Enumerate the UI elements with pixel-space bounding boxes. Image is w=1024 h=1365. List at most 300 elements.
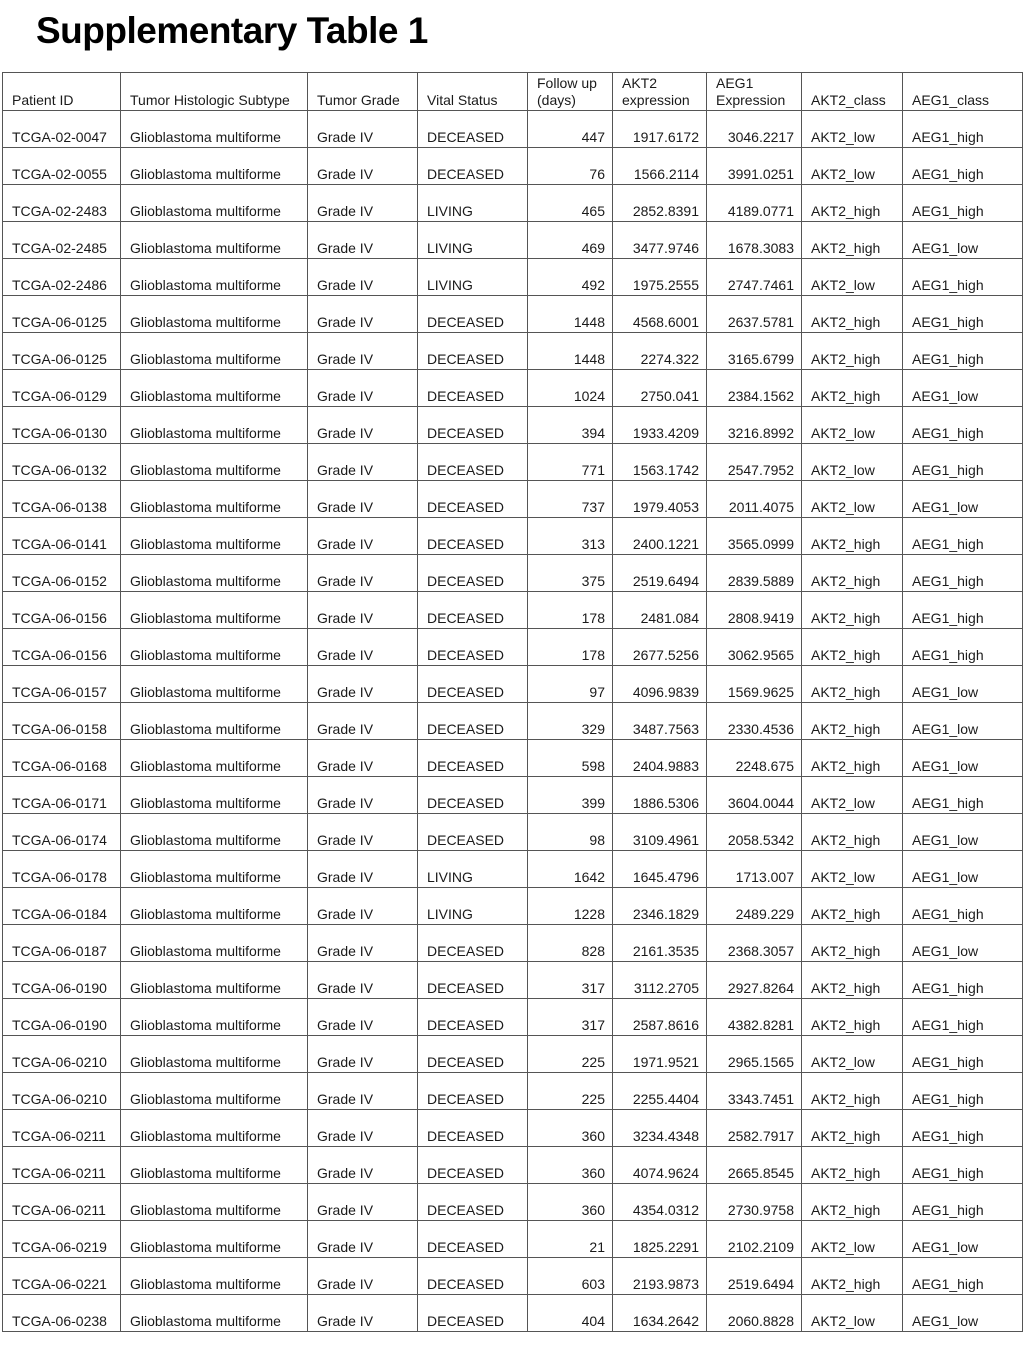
vital-status-cell: DECEASED	[418, 148, 528, 185]
follow-up-days-cell: 1228	[528, 888, 613, 925]
akt2-expression-cell: 1975.2555	[613, 259, 707, 296]
aeg1-class-cell: AEG1_high	[903, 962, 1023, 999]
tumor-grade-cell: Grade IV	[308, 481, 418, 518]
histologic-subtype-cell: Glioblastoma multiforme	[121, 740, 308, 777]
aeg1-expression-cell: 3604.0044	[707, 777, 802, 814]
table-row	[3, 777, 1023, 814]
tumor-grade-cell: Grade IV	[308, 703, 418, 740]
follow-up-days-cell: 76	[528, 148, 613, 185]
table-row	[3, 111, 1023, 148]
aeg1-class-cell: AEG1_low	[903, 222, 1023, 259]
column-header-aeg1-expression: AEG1 Expression	[707, 73, 802, 111]
table-row	[3, 1110, 1023, 1147]
vital-status-cell: DECEASED	[418, 592, 528, 629]
akt2-expression-cell: 3109.4961	[613, 814, 707, 851]
histologic-subtype-cell: Glioblastoma multiforme	[121, 148, 308, 185]
table-row	[3, 555, 1023, 592]
aeg1-class-cell: AEG1_high	[903, 1110, 1023, 1147]
akt2-class-cell: AKT2_low	[802, 148, 903, 185]
patient-id-cell: TCGA-06-0138	[3, 481, 121, 518]
histologic-subtype-cell: Glioblastoma multiforme	[121, 1036, 308, 1073]
akt2-class-cell: AKT2_high	[802, 925, 903, 962]
patient-id-cell: TCGA-02-0047	[3, 111, 121, 148]
table-row	[3, 629, 1023, 666]
akt2-class-cell: AKT2_high	[802, 1258, 903, 1295]
aeg1-class-cell: AEG1_low	[903, 925, 1023, 962]
table-row	[3, 259, 1023, 296]
follow-up-days-cell: 598	[528, 740, 613, 777]
histologic-subtype-cell: Glioblastoma multiforme	[121, 444, 308, 481]
vital-status-cell: LIVING	[418, 222, 528, 259]
akt2-class-cell: AKT2_high	[802, 1073, 903, 1110]
table-row	[3, 481, 1023, 518]
akt2-expression-cell: 1645.4796	[613, 851, 707, 888]
patient-id-cell: TCGA-02-2485	[3, 222, 121, 259]
histologic-subtype-cell: Glioblastoma multiforme	[121, 999, 308, 1036]
aeg1-expression-cell: 2808.9419	[707, 592, 802, 629]
tumor-grade-cell: Grade IV	[308, 259, 418, 296]
akt2-class-cell: AKT2_high	[802, 1110, 903, 1147]
patient-id-cell: TCGA-06-0211	[3, 1147, 121, 1184]
histologic-subtype-cell: Glioblastoma multiforme	[121, 814, 308, 851]
aeg1-class-cell: AEG1_high	[903, 629, 1023, 666]
patient-id-cell: TCGA-06-0190	[3, 962, 121, 999]
aeg1-class-cell: AEG1_high	[903, 518, 1023, 555]
tumor-grade-cell: Grade IV	[308, 407, 418, 444]
follow-up-days-cell: 360	[528, 1184, 613, 1221]
aeg1-expression-cell: 2058.5342	[707, 814, 802, 851]
vital-status-cell: LIVING	[418, 185, 528, 222]
aeg1-expression-cell: 3062.9565	[707, 629, 802, 666]
table-row	[3, 1258, 1023, 1295]
akt2-expression-cell: 3234.4348	[613, 1110, 707, 1147]
akt2-expression-cell: 2255.4404	[613, 1073, 707, 1110]
histologic-subtype-cell: Glioblastoma multiforme	[121, 888, 308, 925]
patient-id-cell: TCGA-02-0055	[3, 148, 121, 185]
follow-up-days-cell: 225	[528, 1073, 613, 1110]
akt2-class-cell: AKT2_high	[802, 222, 903, 259]
follow-up-days-cell: 469	[528, 222, 613, 259]
aeg1-class-cell: AEG1_low	[903, 814, 1023, 851]
aeg1-class-cell: AEG1_high	[903, 185, 1023, 222]
aeg1-expression-cell: 2665.8545	[707, 1147, 802, 1184]
patient-id-cell: TCGA-06-0157	[3, 666, 121, 703]
aeg1-expression-cell: 2102.2109	[707, 1221, 802, 1258]
histologic-subtype-cell: Glioblastoma multiforme	[121, 370, 308, 407]
vital-status-cell: LIVING	[418, 259, 528, 296]
column-header-tumor-histologic-subtype: Tumor Histologic Subtype	[121, 73, 308, 111]
tumor-grade-cell: Grade IV	[308, 222, 418, 259]
vital-status-cell: DECEASED	[418, 1295, 528, 1332]
tumor-grade-cell: Grade IV	[308, 185, 418, 222]
aeg1-class-cell: AEG1_high	[903, 407, 1023, 444]
aeg1-class-cell: AEG1_high	[903, 333, 1023, 370]
aeg1-expression-cell: 3565.0999	[707, 518, 802, 555]
tumor-grade-cell: Grade IV	[308, 555, 418, 592]
tumor-grade-cell: Grade IV	[308, 1036, 418, 1073]
tumor-grade-cell: Grade IV	[308, 1110, 418, 1147]
table-row	[3, 222, 1023, 259]
akt2-expression-cell: 2750.041	[613, 370, 707, 407]
header-row	[3, 73, 1023, 111]
akt2-class-cell: AKT2_high	[802, 1184, 903, 1221]
akt2-expression-cell: 2519.6494	[613, 555, 707, 592]
column-header-vital-status: Vital Status	[418, 73, 528, 111]
table-row	[3, 962, 1023, 999]
histologic-subtype-cell: Glioblastoma multiforme	[121, 666, 308, 703]
patient-id-cell: TCGA-02-2483	[3, 185, 121, 222]
tumor-grade-cell: Grade IV	[308, 1258, 418, 1295]
page-title: Supplementary Table 1	[36, 10, 428, 51]
aeg1-expression-cell: 2368.3057	[707, 925, 802, 962]
akt2-expression-cell: 4096.9839	[613, 666, 707, 703]
tumor-grade-cell: Grade IV	[308, 888, 418, 925]
akt2-class-cell: AKT2_low	[802, 851, 903, 888]
histologic-subtype-cell: Glioblastoma multiforme	[121, 1221, 308, 1258]
table-row	[3, 851, 1023, 888]
aeg1-expression-cell: 1569.9625	[707, 666, 802, 703]
tumor-grade-cell: Grade IV	[308, 333, 418, 370]
aeg1-expression-cell: 2927.8264	[707, 962, 802, 999]
table-row	[3, 407, 1023, 444]
patient-id-cell: TCGA-06-0171	[3, 777, 121, 814]
aeg1-class-cell: AEG1_low	[903, 370, 1023, 407]
table-row	[3, 1147, 1023, 1184]
follow-up-days-cell: 394	[528, 407, 613, 444]
aeg1-expression-cell: 2330.4536	[707, 703, 802, 740]
follow-up-days-cell: 1642	[528, 851, 613, 888]
histologic-subtype-cell: Glioblastoma multiforme	[121, 777, 308, 814]
akt2-expression-cell: 1634.2642	[613, 1295, 707, 1332]
table-row	[3, 1184, 1023, 1221]
tumor-grade-cell: Grade IV	[308, 777, 418, 814]
follow-up-days-cell: 313	[528, 518, 613, 555]
follow-up-days-cell: 1448	[528, 296, 613, 333]
column-header-follow-up-days: Follow up (days)	[528, 73, 613, 111]
akt2-expression-cell: 2161.3535	[613, 925, 707, 962]
histologic-subtype-cell: Glioblastoma multiforme	[121, 259, 308, 296]
histologic-subtype-cell: Glioblastoma multiforme	[121, 333, 308, 370]
aeg1-class-cell: AEG1_high	[903, 259, 1023, 296]
akt2-expression-cell: 1979.4053	[613, 481, 707, 518]
histologic-subtype-cell: Glioblastoma multiforme	[121, 592, 308, 629]
tumor-grade-cell: Grade IV	[308, 296, 418, 333]
akt2-expression-cell: 4354.0312	[613, 1184, 707, 1221]
patient-id-cell: TCGA-06-0156	[3, 629, 121, 666]
akt2-class-cell: AKT2_high	[802, 592, 903, 629]
follow-up-days-cell: 329	[528, 703, 613, 740]
aeg1-expression-cell: 3216.8992	[707, 407, 802, 444]
histologic-subtype-cell: Glioblastoma multiforme	[121, 703, 308, 740]
follow-up-days-cell: 404	[528, 1295, 613, 1332]
follow-up-days-cell: 492	[528, 259, 613, 296]
tumor-grade-cell: Grade IV	[308, 1221, 418, 1258]
patient-id-cell: TCGA-06-0178	[3, 851, 121, 888]
aeg1-class-cell: AEG1_high	[903, 148, 1023, 185]
follow-up-days-cell: 771	[528, 444, 613, 481]
follow-up-days-cell: 225	[528, 1036, 613, 1073]
aeg1-expression-cell: 2582.7917	[707, 1110, 802, 1147]
histologic-subtype-cell: Glioblastoma multiforme	[121, 629, 308, 666]
aeg1-expression-cell: 2248.675	[707, 740, 802, 777]
patient-id-cell: TCGA-02-2486	[3, 259, 121, 296]
vital-status-cell: DECEASED	[418, 1221, 528, 1258]
follow-up-days-cell: 317	[528, 962, 613, 999]
vital-status-cell: DECEASED	[418, 370, 528, 407]
akt2-class-cell: AKT2_low	[802, 481, 903, 518]
follow-up-days-cell: 360	[528, 1147, 613, 1184]
akt2-class-cell: AKT2_low	[802, 1036, 903, 1073]
column-header-aeg1-class: AEG1_class	[903, 73, 1023, 111]
histologic-subtype-cell: Glioblastoma multiforme	[121, 518, 308, 555]
table-row	[3, 666, 1023, 703]
follow-up-days-cell: 178	[528, 629, 613, 666]
tumor-grade-cell: Grade IV	[308, 1147, 418, 1184]
aeg1-expression-cell: 2839.5889	[707, 555, 802, 592]
vital-status-cell: DECEASED	[418, 629, 528, 666]
patient-id-cell: TCGA-06-0211	[3, 1110, 121, 1147]
tumor-grade-cell: Grade IV	[308, 111, 418, 148]
akt2-class-cell: AKT2_high	[802, 370, 903, 407]
column-header-patient-id: Patient ID	[3, 73, 121, 111]
vital-status-cell: DECEASED	[418, 1073, 528, 1110]
aeg1-expression-cell: 2384.1562	[707, 370, 802, 407]
vital-status-cell: DECEASED	[418, 962, 528, 999]
aeg1-expression-cell: 2011.4075	[707, 481, 802, 518]
vital-status-cell: DECEASED	[418, 296, 528, 333]
vital-status-cell: DECEASED	[418, 666, 528, 703]
table-row	[3, 814, 1023, 851]
tumor-grade-cell: Grade IV	[308, 925, 418, 962]
akt2-class-cell: AKT2_high	[802, 629, 903, 666]
vital-status-cell: LIVING	[418, 888, 528, 925]
akt2-expression-cell: 2400.1221	[613, 518, 707, 555]
tumor-grade-cell: Grade IV	[308, 999, 418, 1036]
table-row	[3, 148, 1023, 185]
akt2-class-cell: AKT2_low	[802, 444, 903, 481]
patient-id-cell: TCGA-06-0190	[3, 999, 121, 1036]
table-row	[3, 1221, 1023, 1258]
aeg1-expression-cell: 2519.6494	[707, 1258, 802, 1295]
akt2-class-cell: AKT2_high	[802, 814, 903, 851]
aeg1-expression-cell: 3343.7451	[707, 1073, 802, 1110]
akt2-expression-cell: 2677.5256	[613, 629, 707, 666]
table-row	[3, 888, 1023, 925]
follow-up-days-cell: 21	[528, 1221, 613, 1258]
table-row	[3, 333, 1023, 370]
aeg1-class-cell: AEG1_low	[903, 1221, 1023, 1258]
aeg1-expression-cell: 2060.8828	[707, 1295, 802, 1332]
histologic-subtype-cell: Glioblastoma multiforme	[121, 1073, 308, 1110]
patient-id-cell: TCGA-06-0152	[3, 555, 121, 592]
histologic-subtype-cell: Glioblastoma multiforme	[121, 407, 308, 444]
table-row	[3, 370, 1023, 407]
akt2-class-cell: AKT2_high	[802, 703, 903, 740]
histologic-subtype-cell: Glioblastoma multiforme	[121, 296, 308, 333]
aeg1-expression-cell: 2489.229	[707, 888, 802, 925]
table-row	[3, 1073, 1023, 1110]
akt2-expression-cell: 4074.9624	[613, 1147, 707, 1184]
aeg1-expression-cell: 3165.6799	[707, 333, 802, 370]
akt2-class-cell: AKT2_high	[802, 999, 903, 1036]
aeg1-class-cell: AEG1_low	[903, 851, 1023, 888]
aeg1-class-cell: AEG1_high	[903, 1147, 1023, 1184]
aeg1-class-cell: AEG1_high	[903, 296, 1023, 333]
vital-status-cell: DECEASED	[418, 740, 528, 777]
aeg1-class-cell: AEG1_high	[903, 1258, 1023, 1295]
follow-up-days-cell: 447	[528, 111, 613, 148]
follow-up-days-cell: 375	[528, 555, 613, 592]
table-row	[3, 518, 1023, 555]
table-row	[3, 703, 1023, 740]
vital-status-cell: DECEASED	[418, 703, 528, 740]
aeg1-class-cell: AEG1_high	[903, 888, 1023, 925]
patient-id-cell: TCGA-06-0125	[3, 296, 121, 333]
aeg1-class-cell: AEG1_low	[903, 740, 1023, 777]
aeg1-class-cell: AEG1_high	[903, 999, 1023, 1036]
follow-up-days-cell: 178	[528, 592, 613, 629]
patient-id-cell: TCGA-06-0221	[3, 1258, 121, 1295]
tumor-grade-cell: Grade IV	[308, 148, 418, 185]
aeg1-class-cell: AEG1_low	[903, 1295, 1023, 1332]
histologic-subtype-cell: Glioblastoma multiforme	[121, 925, 308, 962]
aeg1-class-cell: AEG1_high	[903, 592, 1023, 629]
aeg1-expression-cell: 2965.1565	[707, 1036, 802, 1073]
histologic-subtype-cell: Glioblastoma multiforme	[121, 1295, 308, 1332]
histologic-subtype-cell: Glioblastoma multiforme	[121, 555, 308, 592]
vital-status-cell: DECEASED	[418, 1036, 528, 1073]
akt2-expression-cell: 4568.6001	[613, 296, 707, 333]
aeg1-expression-cell: 2730.9758	[707, 1184, 802, 1221]
follow-up-days-cell: 317	[528, 999, 613, 1036]
akt2-class-cell: AKT2_high	[802, 296, 903, 333]
table-row	[3, 999, 1023, 1036]
histologic-subtype-cell: Glioblastoma multiforme	[121, 962, 308, 999]
aeg1-expression-cell: 4189.0771	[707, 185, 802, 222]
follow-up-days-cell: 1448	[528, 333, 613, 370]
aeg1-expression-cell: 2547.7952	[707, 444, 802, 481]
akt2-class-cell: AKT2_high	[802, 740, 903, 777]
akt2-expression-cell: 2193.9873	[613, 1258, 707, 1295]
tumor-grade-cell: Grade IV	[308, 370, 418, 407]
akt2-expression-cell: 2587.8616	[613, 999, 707, 1036]
vital-status-cell: DECEASED	[418, 777, 528, 814]
supplementary-table	[2, 72, 1023, 1332]
tumor-grade-cell: Grade IV	[308, 1295, 418, 1332]
akt2-class-cell: AKT2_high	[802, 518, 903, 555]
patient-id-cell: TCGA-06-0141	[3, 518, 121, 555]
akt2-class-cell: AKT2_high	[802, 333, 903, 370]
akt2-class-cell: AKT2_high	[802, 962, 903, 999]
akt2-expression-cell: 1917.6172	[613, 111, 707, 148]
follow-up-days-cell: 399	[528, 777, 613, 814]
tumor-grade-cell: Grade IV	[308, 518, 418, 555]
akt2-expression-cell: 3487.7563	[613, 703, 707, 740]
tumor-grade-cell: Grade IV	[308, 851, 418, 888]
aeg1-class-cell: AEG1_low	[903, 481, 1023, 518]
vital-status-cell: DECEASED	[418, 444, 528, 481]
tumor-grade-cell: Grade IV	[308, 629, 418, 666]
histologic-subtype-cell: Glioblastoma multiforme	[121, 185, 308, 222]
akt2-expression-cell: 3112.2705	[613, 962, 707, 999]
patient-id-cell: TCGA-06-0168	[3, 740, 121, 777]
akt2-class-cell: AKT2_high	[802, 1147, 903, 1184]
patient-id-cell: TCGA-06-0238	[3, 1295, 121, 1332]
akt2-class-cell: AKT2_low	[802, 259, 903, 296]
aeg1-expression-cell: 2747.7461	[707, 259, 802, 296]
akt2-class-cell: AKT2_low	[802, 1295, 903, 1332]
akt2-expression-cell: 1563.1742	[613, 444, 707, 481]
tumor-grade-cell: Grade IV	[308, 592, 418, 629]
tumor-grade-cell: Grade IV	[308, 814, 418, 851]
vital-status-cell: DECEASED	[418, 925, 528, 962]
column-header-tumor-grade: Tumor Grade	[308, 73, 418, 111]
histologic-subtype-cell: Glioblastoma multiforme	[121, 1110, 308, 1147]
tumor-grade-cell: Grade IV	[308, 1184, 418, 1221]
aeg1-expression-cell: 1678.3083	[707, 222, 802, 259]
akt2-expression-cell: 2404.9883	[613, 740, 707, 777]
table-row	[3, 296, 1023, 333]
vital-status-cell: DECEASED	[418, 1110, 528, 1147]
table-row	[3, 592, 1023, 629]
follow-up-days-cell: 360	[528, 1110, 613, 1147]
aeg1-expression-cell: 2637.5781	[707, 296, 802, 333]
follow-up-days-cell: 828	[528, 925, 613, 962]
follow-up-days-cell: 98	[528, 814, 613, 851]
table-header	[3, 73, 1023, 111]
patient-id-cell: TCGA-06-0125	[3, 333, 121, 370]
table-row	[3, 185, 1023, 222]
histologic-subtype-cell: Glioblastoma multiforme	[121, 111, 308, 148]
patient-id-cell: TCGA-06-0210	[3, 1073, 121, 1110]
patient-id-cell: TCGA-06-0174	[3, 814, 121, 851]
aeg1-class-cell: AEG1_high	[903, 777, 1023, 814]
vital-status-cell: DECEASED	[418, 481, 528, 518]
patient-id-cell: TCGA-06-0132	[3, 444, 121, 481]
patient-id-cell: TCGA-06-0187	[3, 925, 121, 962]
akt2-expression-cell: 2852.8391	[613, 185, 707, 222]
aeg1-class-cell: AEG1_high	[903, 1184, 1023, 1221]
vital-status-cell: DECEASED	[418, 999, 528, 1036]
aeg1-class-cell: AEG1_high	[903, 1073, 1023, 1110]
patient-id-cell: TCGA-06-0158	[3, 703, 121, 740]
column-header-akt2-class: AKT2_class	[802, 73, 903, 111]
aeg1-class-cell: AEG1_low	[903, 703, 1023, 740]
akt2-expression-cell: 2481.084	[613, 592, 707, 629]
table-row	[3, 740, 1023, 777]
table-body	[3, 111, 1023, 1332]
tumor-grade-cell: Grade IV	[308, 962, 418, 999]
vital-status-cell: DECEASED	[418, 407, 528, 444]
akt2-class-cell: AKT2_high	[802, 185, 903, 222]
tumor-grade-cell: Grade IV	[308, 666, 418, 703]
patient-id-cell: TCGA-06-0219	[3, 1221, 121, 1258]
akt2-expression-cell: 1933.4209	[613, 407, 707, 444]
akt2-class-cell: AKT2_low	[802, 777, 903, 814]
vital-status-cell: DECEASED	[418, 333, 528, 370]
akt2-class-cell: AKT2_low	[802, 407, 903, 444]
aeg1-expression-cell: 4382.8281	[707, 999, 802, 1036]
aeg1-class-cell: AEG1_high	[903, 555, 1023, 592]
patient-id-cell: TCGA-06-0130	[3, 407, 121, 444]
follow-up-days-cell: 1024	[528, 370, 613, 407]
akt2-expression-cell: 1886.5306	[613, 777, 707, 814]
tumor-grade-cell: Grade IV	[308, 444, 418, 481]
aeg1-class-cell: AEG1_high	[903, 444, 1023, 481]
aeg1-class-cell: AEG1_high	[903, 1036, 1023, 1073]
aeg1-expression-cell: 3991.0251	[707, 148, 802, 185]
akt2-expression-cell: 1971.9521	[613, 1036, 707, 1073]
